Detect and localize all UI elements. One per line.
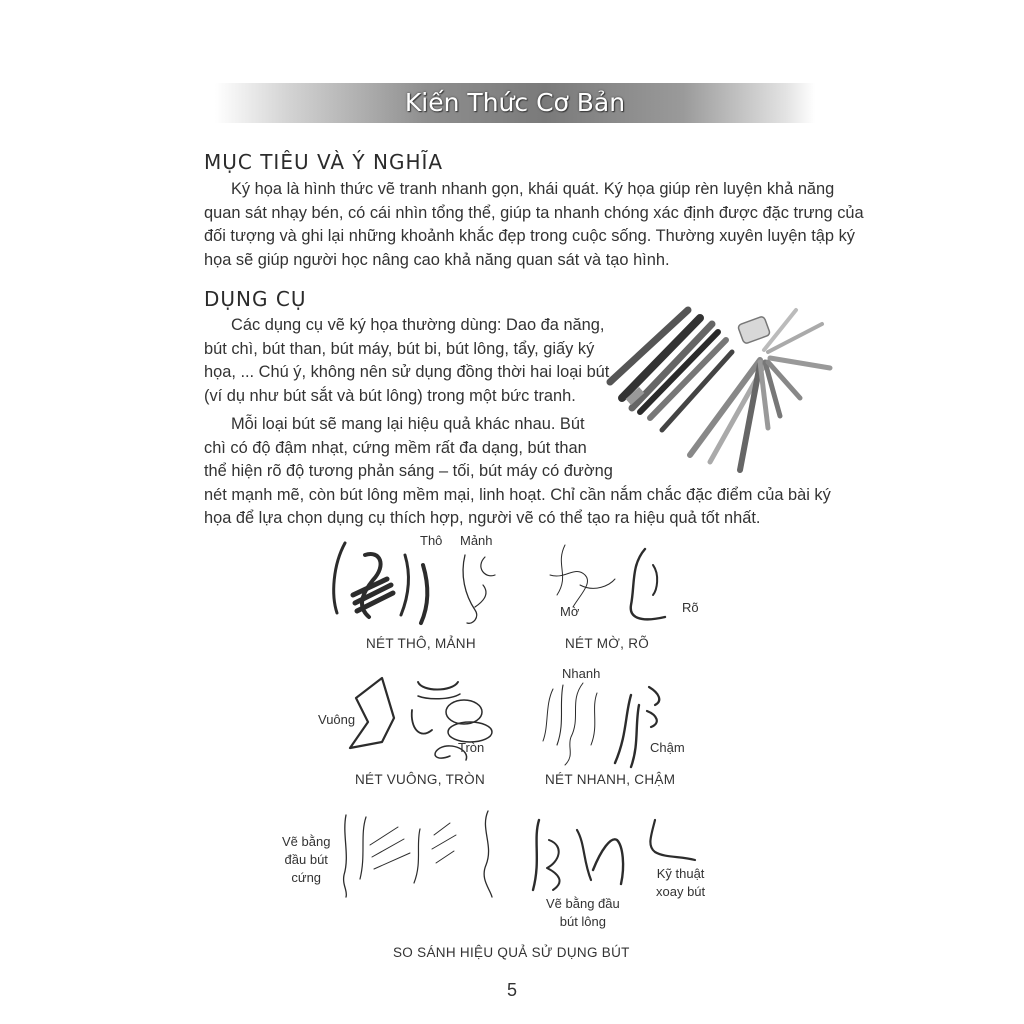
label-line: bút lông [559,914,606,929]
caption-so-sanh: SO SÁNH HIỆU QUẢ SỬ DỤNG BÚT [393,945,630,960]
text-line: chì có độ đậm nhạt, cứng mềm rất đa dạng, bút than [204,438,587,457]
sketch-vuong-tron [340,670,500,775]
label-mo: Mờ [560,604,580,619]
text-line: (ví dụ như bút sắt và bút lông) trong một bức tranh. [204,386,576,405]
section-banner [215,83,815,123]
paragraph-dung-cu-1 [204,314,609,408]
caption-mo-ro: NÉT MỜ, RÕ [565,636,650,651]
label-line: cứng [291,870,322,885]
caption-tho-manh: NÉT THÔ, MẢNH [366,636,476,651]
label-vuong: Vuông [318,712,356,727]
banner-title: Kiến Thức Cơ Bản [404,88,626,117]
text-line: bút chì, bút than, bút máy, bút bi, bút lông, tẩy, giấy ký [204,339,595,358]
sketch-nhanh-cham [535,675,695,775]
pencils-illustration [600,300,840,475]
caption-vuong-tron: NÉT VUÔNG, TRÒN [355,772,486,787]
label-line: Vẽ bằng [282,834,331,849]
label-manh: Mảnh [460,533,493,548]
heading-dung-cu: DỤNG CỤ [204,287,307,311]
label-ky-thuat-xoay-but [656,865,705,901]
label-ve-bang-dau-but-cung [282,833,330,887]
text-line: quan sát nhạy bén, có cái nhìn tổng thể, giúp ta nhanh chóng xác định được đặc trưng của [204,203,864,222]
label-cham: Chậm [650,740,685,755]
label-tho: Thô [420,533,443,548]
text-line: họa, ... Chú ý, không nên sử dụng đồng thời hai loại bút [204,363,610,381]
page-number: 5 [506,980,517,1000]
text-line: thể hiện rõ độ tương phản sáng – tối, bút máy có đường [204,462,613,480]
text-line: đối tượng và ghi lại những khoảnh khắc đẹp trong cuộc sống. Thường xuyên luyện tập ký [204,227,855,245]
label-nhanh: Nhanh [562,666,601,681]
label-line: đầu bút [284,852,328,867]
label-line: Vẽ bằng đầu [546,896,620,911]
sketch-mo-ro [535,535,695,635]
heading-muc-tieu: MỤC TIÊU VÀ Ý NGHĨA [204,150,444,174]
caption-nhanh-cham: NÉT NHANH, CHẬM [545,772,676,787]
label-line: xoay bút [656,884,706,899]
label-ro: Rõ [682,600,699,615]
text-line: họa để lựa chọn dụng cụ thích hợp, người vẽ có thể tạo ra hiệu quả tốt nhất. [204,509,761,527]
text-line: họa sẽ giúp người học nâng cao khả năng quan sát và tạo hình. [204,250,670,269]
label-tron: Tròn [458,740,485,755]
text-line: Ký họa là hình thức vẽ tranh nhanh gọn, khái quát. Ký họa giúp rèn luyện khả năng [231,180,835,198]
sketch-dau-but-cung [340,805,510,905]
sketch-tho-manh [325,535,515,635]
paragraph-muc-tieu [204,178,864,272]
text-line: Các dụng cụ vẽ ký họa thường dùng: Dao đa năng, [231,316,605,334]
text-line: nét mạnh mẽ, còn bút lông mềm mại, linh hoạt. Chỉ cần nắm chắc đặc điểm của bài ký [204,485,831,504]
text-line: Mỗi loại bút sẽ mang lại hiệu quả khác nhau. Bút [231,415,585,433]
label-ve-bang-dau-but-long [546,895,620,931]
label-line: Kỹ thuật [656,866,705,881]
